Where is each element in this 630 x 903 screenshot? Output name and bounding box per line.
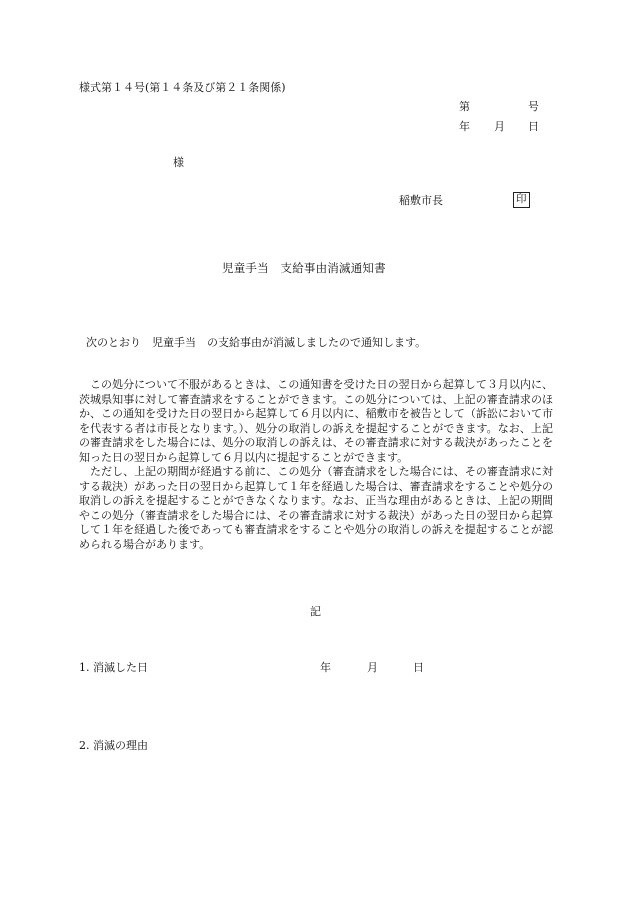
intro-sentence: 次のとおり 児童手当 の支給事由が消滅しましたので通知します。 bbox=[86, 336, 427, 349]
document-number-suffix: 号 bbox=[528, 100, 539, 113]
recipient-honorific: 様 bbox=[173, 156, 184, 169]
appeal-notice-paragraph-2: ただし、上記の期間が経過する前に、この処分（審査請求をした場合には、その審査請求に対する裁決）があった日の翌日から起算して１年を経過した場合は、審査請求をすることや処分の取消しの訴えを提起することができなくなります。なお、正当な理由があるときは、上記の期間やこの処分（審査請求をした場合には、その審査請求に対する裁決）があった日の翌日から起算して１年を経過した後であっても審査請求をすることや処分の取消しの訴えを提起することが認められる場合があります。 bbox=[79, 465, 553, 551]
item1-label: 1. 消滅した日 bbox=[79, 661, 148, 674]
appeal-notice-paragraph-1: この処分について不服があるときは、この通知書を受けた日の翌日から起算して３月以内に、茨城県知事に対して審査請求をすることができます。この処分については、上記の審査請求のほか、この通知を受けた日の翌日から起算して６月以内に、稲敷市を被告として（訴訟において市を代表する者は市長となります。）、処分の取消しの訴えを提起することができます。なお、上記の審査請求をした場合には、処分の取消しの訴えは、その審査請求に対する裁決があったことを知った日の翌日から起算して６月以内に提起することができます。 bbox=[79, 378, 553, 464]
item1-day: 日 bbox=[413, 661, 424, 674]
document-number-prefix: 第 bbox=[459, 100, 470, 113]
ki-heading: 記 bbox=[310, 605, 321, 618]
item2-label: 2. 消滅の理由 bbox=[79, 739, 148, 752]
item1-month: 月 bbox=[367, 661, 378, 674]
seal-label: 印 bbox=[513, 192, 530, 208]
date-year: 年 bbox=[459, 120, 470, 133]
date-day: 日 bbox=[528, 120, 539, 133]
appeal-notice bbox=[79, 378, 553, 552]
item1-year: 年 bbox=[320, 661, 331, 674]
document-title: 児童手当 支給事由消滅通知書 bbox=[222, 261, 386, 275]
seal-stamp bbox=[513, 192, 530, 208]
date-month: 月 bbox=[494, 120, 505, 133]
form-number: 様式第１４号(第１４条及び第２１条関係) bbox=[79, 81, 286, 94]
issuer-name: 稲敷市長 bbox=[399, 194, 443, 207]
